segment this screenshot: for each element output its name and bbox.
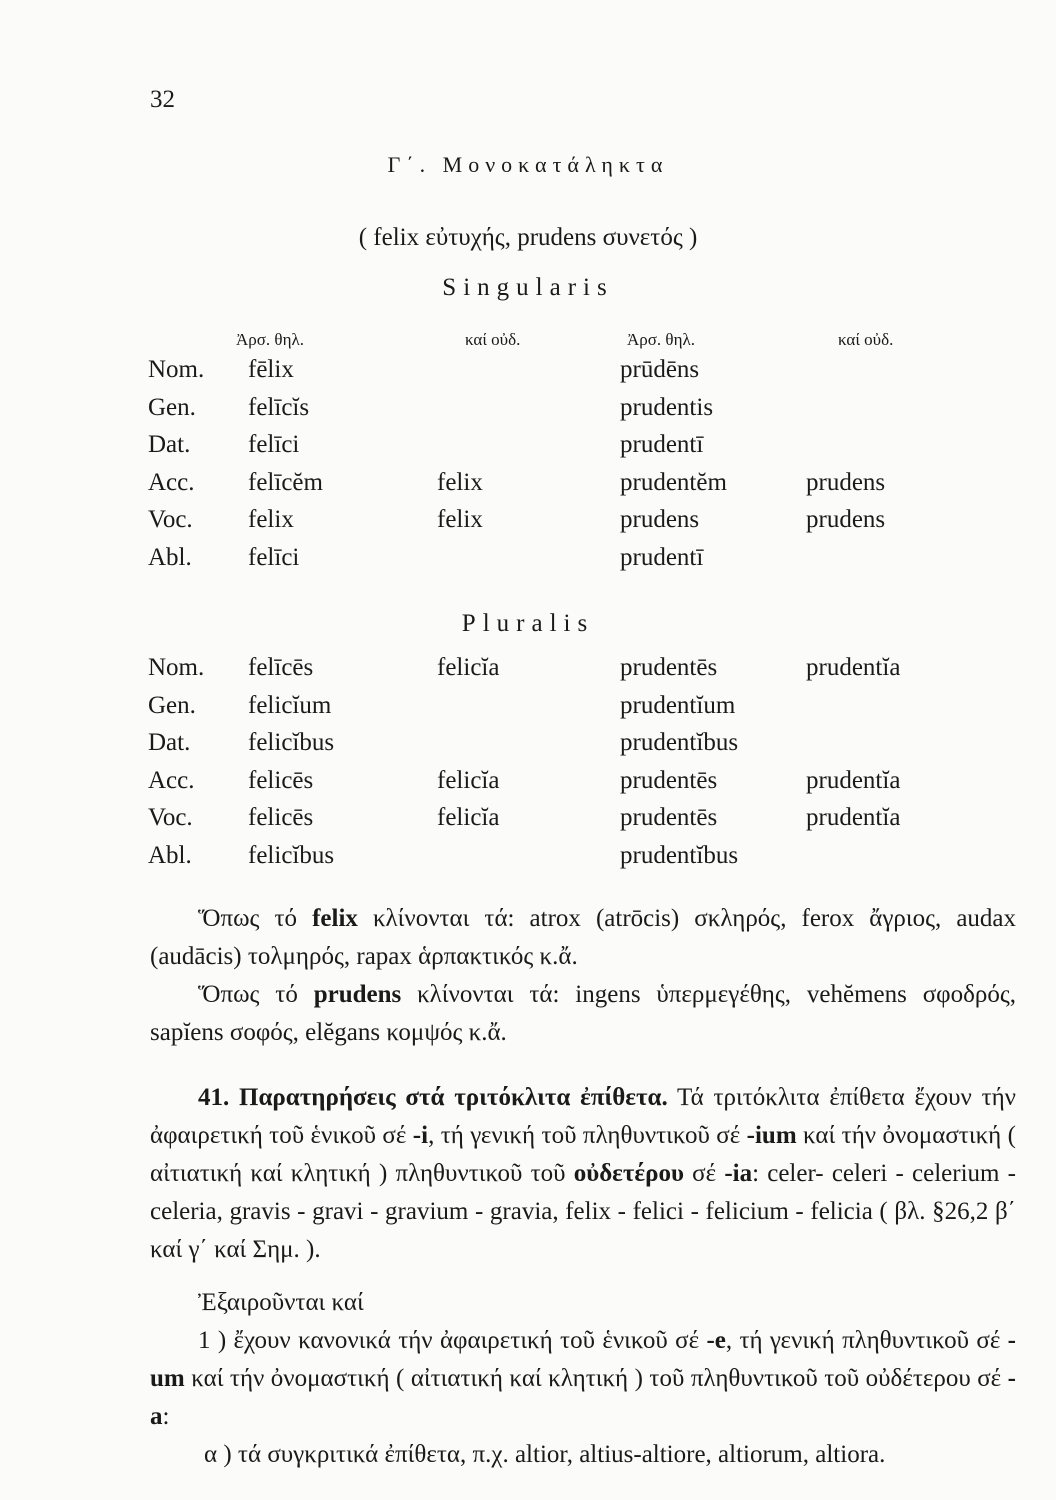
- form-cell: prudentēs: [620, 654, 718, 681]
- form-cell: prudentĭbus: [620, 842, 739, 869]
- paragraph-rule-1: 1 ) ἔχουν κανονικά τήν ἀφαιρετική τοῦ ἑνικοῦ σέ -e, τή γενική πληθυντικοῦ σέ -um καί τήν ὀνομαστική ( αἰτιατική καί κλητική ) τοῦ πληθυντικοῦ τοῦ οὐδέτερου σέ -a:: [150, 1327, 1016, 1430]
- form-cell: felīcĕm: [248, 468, 323, 496]
- form-cell: prudentĭum: [620, 691, 736, 719]
- case-label: Voc.: [148, 506, 193, 534]
- form-cell: felicĭbus: [248, 729, 335, 757]
- form-cell: prudentī: [620, 544, 704, 571]
- form-cell: prudentĭa: [806, 654, 901, 681]
- declension-row: [0, 544, 1056, 578]
- form-cell: felicĭa: [437, 766, 500, 794]
- case-label: Voc.: [148, 804, 193, 832]
- declension-row: [0, 356, 1056, 390]
- form-cell: prudentī: [620, 431, 704, 459]
- form-cell: felicēs: [248, 804, 314, 832]
- gender-header: καί οὐδ.: [838, 330, 894, 349]
- declension-row: [0, 654, 1056, 688]
- form-cell: prudentĭa: [806, 766, 901, 794]
- declension-row: [0, 842, 1056, 876]
- declension-row: [0, 394, 1056, 428]
- case-label: Dat.: [148, 431, 191, 459]
- gender-header: καί οὐδ.: [465, 330, 521, 349]
- form-cell: felīcĭs: [248, 393, 310, 421]
- page-number: 32: [150, 86, 175, 113]
- form-cell: prudentēs: [620, 804, 718, 832]
- plural-label: Pluralis: [461, 610, 595, 637]
- form-cell: prudens: [620, 506, 700, 534]
- form-cell: felicĭum: [248, 691, 332, 719]
- form-cell: prudens: [806, 468, 886, 496]
- paragraph-rule-1a: α ) τά συγκριτικά ἐπίθετα, π.χ. altior, altius-altiore, altiorum, altiora.: [204, 1441, 886, 1468]
- form-cell: prudentēs: [620, 766, 718, 794]
- form-cell: prudentĭbus: [620, 729, 739, 757]
- paragraph-felix: Ὅπως τό felix κλίνονται τά: atrox (atrōcis) σκληρός, ferox ἄγριος, audax (audācis) τολμηρός, rapax ἁρπακτικός κ.ἄ.: [150, 905, 1017, 970]
- case-label: Dat.: [148, 729, 191, 757]
- form-cell: felicēs: [248, 766, 314, 794]
- singular-label: Singularis: [442, 274, 614, 301]
- declension-row: [0, 767, 1056, 801]
- form-cell: felix: [437, 468, 483, 496]
- case-label: Acc.: [148, 468, 195, 496]
- form-cell: prudens: [806, 506, 886, 534]
- form-cell: felicĭa: [437, 654, 500, 681]
- declension-row: [0, 469, 1056, 503]
- declension-row: [0, 506, 1056, 540]
- declension-row: [0, 729, 1056, 763]
- case-label: Nom.: [148, 356, 205, 383]
- form-cell: felīcēs: [248, 654, 314, 681]
- gender-header: Ἀρσ. θηλ.: [627, 330, 695, 349]
- form-cell: prūdēns: [620, 356, 700, 383]
- paragraph-observations: 41. Παρατηρήσεις στά τριτόκλιτα ἐπίθετα. Τά τριτόκλιτα ἐπίθετα ἔχουν τήν ἀφαιρετική τοῦ ἑνικοῦ σέ -i, τή γενική τοῦ πληθυντικοῦ σέ -ium καί τήν ὀνομαστική ( αἰτιατική καί κλητική ) πληθυντικοῦ τοῦ οὐδετέρου σέ -ia: celer- celeri - celerium - celeria, gravis - gravi - gravium - gravia, felix - felici - felicium - felicia ( βλ. §26,2 β΄ καί γ΄ καί Σημ. ).: [150, 1084, 1017, 1263]
- form-cell: felicĭbus: [248, 842, 335, 869]
- case-label: Gen.: [148, 393, 196, 421]
- form-cell: felīci: [248, 544, 300, 571]
- declension-row: [0, 692, 1056, 726]
- case-label: Acc.: [148, 766, 195, 794]
- paragraph-exceptions: Ἐξαιροῦνται καί: [198, 1289, 364, 1316]
- form-cell: prudentĭa: [806, 804, 901, 832]
- case-label: Abl.: [148, 842, 192, 869]
- form-cell: prudentĕm: [620, 468, 727, 496]
- declension-row: [0, 431, 1056, 465]
- form-cell: felix: [248, 506, 294, 534]
- gender-header: Ἀρσ. θηλ.: [236, 330, 304, 349]
- case-label: Gen.: [148, 691, 196, 719]
- paragraph-prudens: Ὅπως τό prudens κλίνονται τά: ingens ὑπερμεγέθης, vehĕmens σφοδρός, sapĭens σοφός, elĕgans κομψός κ.ἄ.: [150, 981, 1016, 1046]
- form-cell: felīci: [248, 431, 300, 459]
- section-title: Γ΄. Μονοκατάληκτα: [387, 152, 669, 177]
- form-cell: felix: [437, 506, 483, 534]
- case-label: Nom.: [148, 654, 205, 681]
- form-cell: fēlix: [248, 356, 294, 383]
- declension-row: [0, 804, 1056, 838]
- case-label: Abl.: [148, 544, 192, 571]
- form-cell: prudentis: [620, 393, 714, 421]
- subtitle: ( felix εὐτυχής, prudens συνετός ): [358, 224, 698, 251]
- form-cell: felicĭa: [437, 804, 500, 832]
